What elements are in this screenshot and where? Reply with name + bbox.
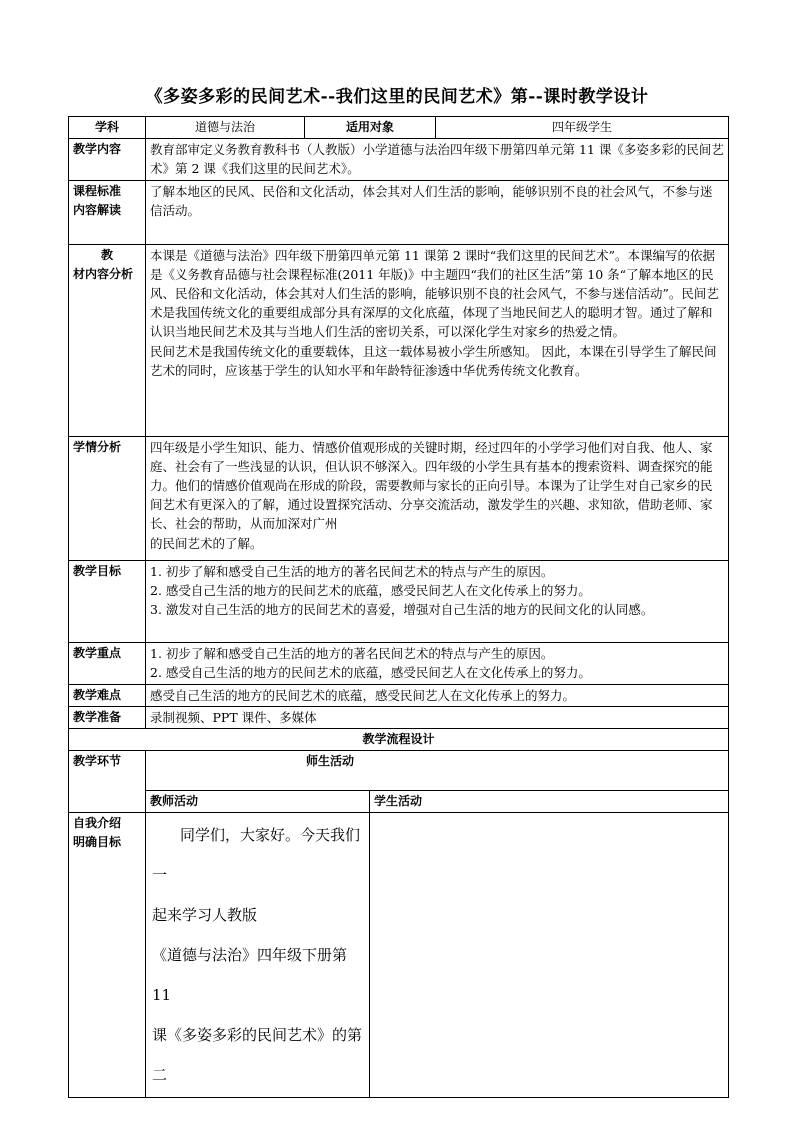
- standard-label-line1: 课程标准: [73, 183, 122, 198]
- stage1-label-line1: 自我介绍: [73, 816, 122, 831]
- audience-label: 适用对象: [305, 117, 436, 139]
- stage1-line-4: 课《多姿多彩的民间艺术》的第二: [152, 1026, 363, 1085]
- key-point-item-1: 1. 初步了解和感受自己生活的地方的著名民间艺术的特点与产生的原因。: [150, 645, 554, 661]
- header-row: [69, 117, 729, 139]
- goal-item-2: 2. 感受自己生活的地方的民间艺术的底蕴，感受民间艺人在文化传承上的努力。: [150, 582, 591, 598]
- key-point-item-2: 2. 感受自己生活的地方的民间艺术的底蕴，感受民间艺人在文化传承上的努力。: [150, 664, 591, 680]
- prep-row: [69, 706, 729, 728]
- goals-label: 教学目标: [69, 560, 146, 642]
- stage1-row: [69, 813, 729, 1098]
- learner-text: [146, 436, 729, 560]
- prep-text: 录制视频、PPT 课件、多媒体: [146, 706, 729, 728]
- stage1-line-2: 起来学习人教版: [152, 906, 258, 925]
- content-label: 教学内容: [69, 139, 146, 180]
- stage1-line-1-text: 同学们，大家好。今天我们一: [152, 826, 361, 885]
- content-text: 教育部审定义务教育教科书（人教版）小学道德与法治四年级下册第四单元第 11 课《多姿多彩的民间艺术》第 2 课《我们这里的民间艺术》。: [146, 139, 729, 180]
- material-paragraph-1: 本课是《道德与法治》四年级下册第四单元第 11 课第 2 课时“我们这里的民间艺术”。本课编写的依据是《义务教育品德与社会课程标准(2011 年版)》中主题四“我们的社区生活”第 10 条“了解本地区的民风、民俗和文化活动，体会其对人们生活的影响，能够识别不良的社会风气，不参与迷信活动”。民间艺术是我国传统文化的重要组成部分具有深厚的文化底蕴，体现了当地民间艺人的聪明才智。通过了解和认识当地民间艺术及其与当地人们生活的密切关系，可以深化学生对家乡的热爱之情。: [150, 247, 719, 340]
- difficulty-text: 感受自己生活的地方的民间艺术的底蕴，感受民间艺人在文化传承上的努力。: [146, 684, 729, 706]
- flow-heading-row: [69, 729, 729, 751]
- standard-label: [69, 180, 146, 244]
- material-label-line2: 材内容分析: [73, 266, 134, 281]
- key-points-label: 教学重点: [69, 642, 146, 684]
- lesson-plan-table: [68, 116, 729, 1098]
- key-points-text: [146, 642, 729, 684]
- standard-row: [69, 180, 729, 244]
- stage1-line-3: 《道德与法治》四年级下册第11: [152, 946, 348, 1005]
- goals-row: [69, 560, 729, 642]
- content-row: [69, 139, 729, 180]
- material-label: [69, 244, 146, 436]
- learner-paragraph-2: 的民间艺术的了解。: [150, 535, 263, 551]
- subject-label: 学科: [69, 117, 146, 139]
- prep-label: 教学准备: [69, 706, 146, 728]
- standard-text: 了解本地区的民风、民俗和文化活动，体会其对人们生活的影响，能够识别不良的社会风气，不参与迷信活动。: [146, 180, 729, 244]
- stage-header: 教学环节: [69, 751, 146, 813]
- activity-header: 师生活动: [146, 751, 729, 791]
- learner-paragraph-1: 四年级是小学生知识、能力、情感价值观形成的关键时期，经过四年的小学学习他们对自我、他人、家庭、社会有了一些浅显的认识，但认识不够深入。四年级的小学生具有基本的搜索资料、调查探究的能力。他们的情感价值观尚在形成的阶段，需要教师与家长的正向引导。本课为了让学生对自己家乡的民间艺术有更深入的了解，通过设置探究活动、分享交流活动，激发学生的兴趣、求知欲，借助老师、家长、社会的帮助，从而加深对广州: [150, 439, 713, 532]
- stage1-teacher-activity: [146, 813, 370, 1098]
- stage1-label-line2: 明确目标: [73, 835, 122, 850]
- key-points-row: [69, 642, 729, 684]
- material-label-line1: 教: [100, 247, 113, 262]
- goal-item-3: 3. 激发对自己生活的地方的民间艺术的喜爱，增强对自己生活的地方的民间文化的认同感。: [150, 602, 654, 618]
- flow-heading: 教学流程设计: [69, 729, 729, 751]
- standard-label-line2: 内容解读: [73, 202, 122, 217]
- student-activity-header: 学生活动: [370, 791, 729, 813]
- learner-row: [69, 436, 729, 560]
- goal-item-1: 1. 初步了解和感受自己生活的地方的著名民间艺术的特点与产生的原因。: [150, 563, 554, 579]
- material-paragraph-2: 民间艺术是我国传统文化的重要载体，且这一载体易被小学生所感知。 因此，本课在引导学生了解民间艺术的同时，应该基于学生的认知水平和年龄特征渗透中华优秀传统文化教育。: [150, 343, 717, 378]
- stage1-line-1: [152, 815, 363, 895]
- flow-subheader-row: [69, 791, 729, 813]
- subject-value: 道德与法治: [146, 117, 305, 139]
- teacher-activity-header: 教师活动: [146, 791, 370, 813]
- stage1-label: [69, 813, 146, 1098]
- goals-text: [146, 560, 729, 642]
- learner-label: 学情分析: [69, 436, 146, 560]
- material-row: [69, 244, 729, 436]
- difficulty-row: [69, 684, 729, 706]
- material-text: [146, 244, 729, 436]
- difficulty-label: 教学难点: [69, 684, 146, 706]
- stage1-student-activity: [370, 813, 729, 1098]
- page-title: 《多姿多彩的民间艺术--我们这里的民间艺术》第--课时教学设计: [145, 87, 649, 107]
- flow-header-row: [69, 751, 729, 791]
- audience-value: 四年级学生: [436, 117, 729, 139]
